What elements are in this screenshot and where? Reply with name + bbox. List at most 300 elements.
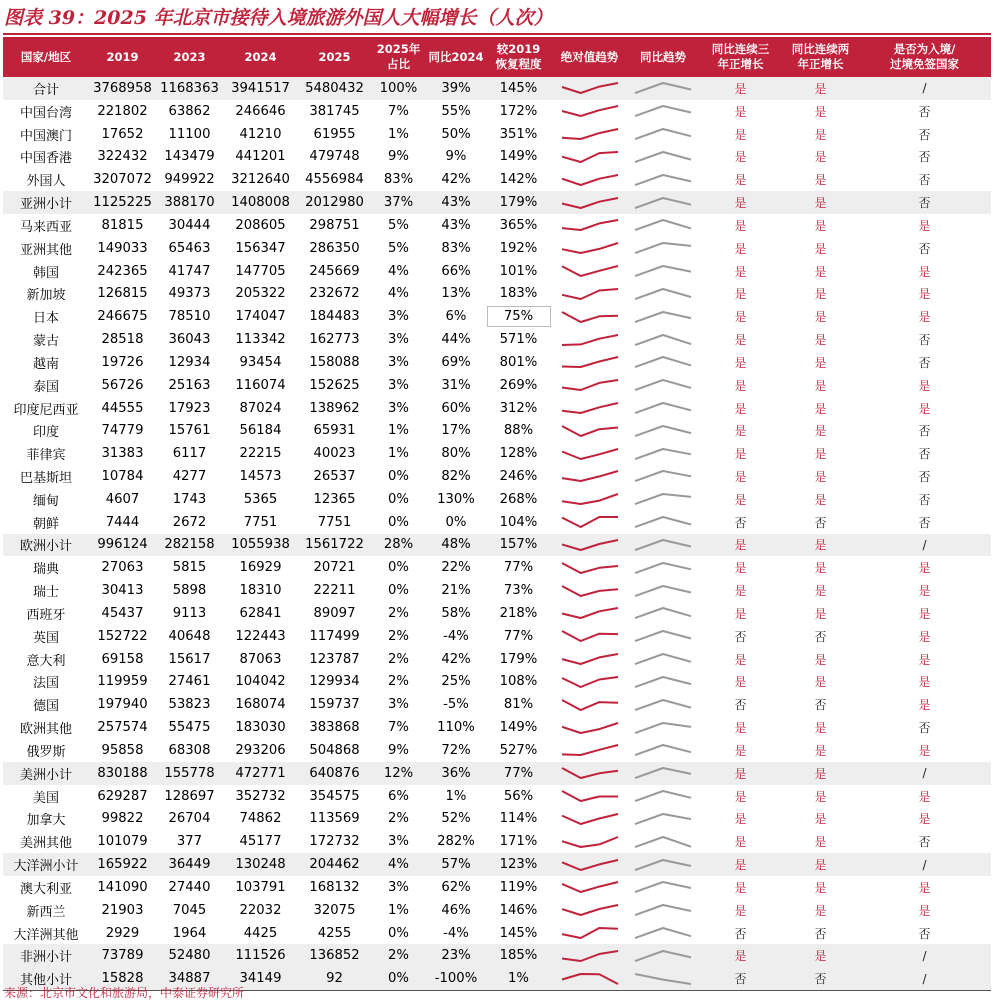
visitors-2023: 52480	[156, 944, 223, 967]
recovery-vs-2019: 365%	[499, 217, 538, 233]
yoy-trend-sparkline	[633, 949, 693, 963]
yoy-trend-sparkline	[633, 858, 693, 872]
yoy-trend-cell	[628, 876, 698, 899]
visitors-2024: 16929	[239, 560, 282, 576]
visitors-2019: 101079	[97, 834, 148, 850]
visitors-2019: 15828	[89, 967, 156, 990]
three-year-growth-flag: 是	[734, 789, 747, 804]
table-row	[3, 419, 991, 442]
recovery-vs-2019: 192%	[499, 240, 538, 256]
yoy-trend-sparkline	[633, 447, 693, 461]
abs-trend-sparkline	[560, 355, 620, 369]
visitors-2024: 205322	[235, 286, 286, 302]
table-row	[3, 534, 991, 557]
yoy-2024: 42%	[441, 172, 471, 188]
three-year-growth-flag: 否	[734, 515, 747, 530]
visitors-2025: 504868	[309, 742, 360, 758]
yoy-trend-cell	[628, 671, 698, 694]
table-row	[3, 305, 991, 328]
share-2025: 7%	[388, 103, 409, 119]
yoy-trend-sparkline	[633, 721, 693, 735]
abs-trend-sparkline-line	[562, 106, 618, 116]
abs-trend-sparkline-line	[562, 449, 618, 459]
visa-free-flag: 否	[918, 469, 931, 484]
recovery-vs-2019: 81%	[503, 697, 534, 713]
visa-free-flag: 是	[918, 287, 931, 302]
abs-trend-cell	[551, 739, 628, 762]
table-row	[3, 511, 991, 534]
yoy-trend-sparkline	[633, 789, 693, 803]
abs-trend-sparkline	[560, 378, 620, 392]
abs-trend-sparkline	[560, 766, 620, 780]
recovery-vs-2019: 1%	[486, 967, 551, 990]
visitors-2023: 11100	[168, 126, 211, 142]
two-year-growth-flag: 是	[814, 789, 827, 804]
abs-trend-sparkline	[560, 561, 620, 575]
visitors-2019: 10784	[101, 468, 144, 484]
recovery-vs-2019: 801%	[499, 354, 538, 370]
yoy-2024: 23%	[426, 944, 486, 967]
abs-trend-sparkline	[560, 789, 620, 803]
abs-trend-sparkline	[560, 538, 620, 552]
visitors-2025: 232672	[309, 286, 360, 302]
recovery-vs-2019: 183%	[499, 286, 538, 302]
three-year-growth-flag: 是	[734, 150, 747, 165]
col-header-yoy-trend: 同比趋势	[628, 37, 698, 77]
yoy-trend-cell	[628, 305, 698, 328]
abs-trend-sparkline-line	[562, 83, 618, 93]
abs-trend-sparkline-line	[562, 951, 618, 961]
table-row	[3, 693, 991, 716]
source-note: 来源：北京市文化和旅游局，中泰证券研究所	[4, 986, 245, 1000]
yoy-trend-cell	[628, 442, 698, 465]
three-year-growth-flag: 是	[734, 469, 747, 484]
visitors-2024: 472771	[223, 762, 298, 785]
visitors-2023: 40648	[168, 628, 211, 644]
yoy-trend-cell	[628, 123, 698, 146]
abs-trend-cell	[551, 899, 628, 922]
visa-free-flag: 否	[858, 191, 991, 214]
yoy-trend-sparkline-line	[635, 654, 691, 664]
recovery-vs-2019: 185%	[486, 944, 551, 967]
visitors-2024: 122443	[235, 628, 286, 644]
abs-trend-sparkline	[560, 515, 620, 529]
share-2025: 1%	[388, 423, 409, 439]
recovery-vs-2019: 172%	[499, 103, 538, 119]
yoy-2024: 66%	[441, 263, 471, 279]
recovery-vs-2019: 171%	[499, 834, 538, 850]
three-year-growth-flag: 是	[698, 853, 783, 876]
region-name: 俄罗斯	[26, 744, 66, 760]
abs-trend-sparkline-line	[562, 654, 618, 664]
yoy-trend-sparkline-line	[635, 243, 691, 253]
yoy-trend-sparkline-line	[635, 563, 691, 573]
yoy-2024: 9%	[445, 149, 467, 165]
share-2025: 28%	[371, 534, 426, 557]
three-year-growth-flag: 是	[698, 191, 783, 214]
yoy-trend-cell	[628, 419, 698, 442]
visitors-2023: 1168363	[156, 77, 223, 100]
yoy-trend-sparkline	[633, 880, 693, 894]
yoy-trend-sparkline-line	[635, 677, 691, 687]
table-row	[3, 123, 991, 146]
visitors-2025: 7751	[317, 514, 352, 530]
abs-trend-sparkline-line	[562, 745, 618, 755]
three-year-growth-flag: 是	[734, 424, 747, 439]
table-row	[3, 328, 991, 351]
table-row	[3, 168, 991, 191]
yoy-trend-sparkline-line	[635, 631, 691, 641]
two-year-growth-flag: 是	[814, 241, 827, 256]
table-row	[3, 465, 991, 488]
table-row	[3, 191, 991, 214]
abs-trend-cell	[551, 260, 628, 283]
region-name: 韩国	[32, 265, 59, 281]
abs-trend-cell	[551, 511, 628, 534]
visitors-2019: 3768958	[89, 77, 156, 100]
abs-trend-sparkline-line	[562, 198, 618, 208]
table-row	[3, 648, 991, 671]
visa-free-flag: /	[858, 853, 991, 876]
two-year-growth-flag: 是	[783, 191, 858, 214]
region-name: 瑞士	[32, 585, 59, 601]
region-name: 美洲其他	[19, 836, 72, 852]
visitors-2025: 298751	[309, 217, 360, 233]
yoy-2024: 42%	[441, 651, 471, 667]
abs-trend-sparkline-line	[562, 974, 618, 984]
abs-trend-cell	[551, 465, 628, 488]
three-year-growth-flag: 是	[734, 835, 747, 850]
two-year-growth-flag: 是	[814, 584, 827, 599]
abs-trend-sparkline-line	[562, 220, 618, 230]
yoy-trend-sparkline	[633, 424, 693, 438]
recovery-vs-2019: 527%	[499, 742, 538, 758]
visitors-2023: 12934	[168, 354, 211, 370]
three-year-growth-flag: 是	[734, 606, 747, 621]
yoy-trend-sparkline-line	[635, 928, 691, 938]
visitors-2019: 165922	[89, 853, 156, 876]
abs-trend-sparkline	[560, 104, 620, 118]
abs-trend-cell	[551, 853, 628, 876]
visa-free-flag: 是	[918, 652, 931, 667]
yoy-2024: 43%	[426, 191, 486, 214]
share-2025: 1%	[388, 126, 409, 142]
visitors-2025: 159737	[309, 697, 360, 713]
two-year-growth-flag: 是	[814, 218, 827, 233]
region-name: 亚洲小计	[3, 191, 89, 214]
region-name: 欧洲其他	[19, 722, 72, 738]
abs-trend-sparkline	[560, 287, 620, 301]
visitors-2023: 36449	[156, 853, 223, 876]
visitors-2023: 30444	[168, 217, 211, 233]
visitors-2023: 26704	[168, 811, 211, 827]
abs-trend-sparkline	[560, 81, 620, 95]
yoy-trend-sparkline-line	[635, 83, 691, 93]
visitors-2024: 168074	[235, 697, 286, 713]
visitors-2023: 15761	[168, 423, 211, 439]
visitors-2025: 168132	[309, 879, 360, 895]
yoy-trend-sparkline	[633, 241, 693, 255]
three-year-growth-flag: 是	[734, 333, 747, 348]
share-2025: 83%	[383, 172, 414, 188]
visitors-2019: 830188	[89, 762, 156, 785]
abs-trend-cell	[551, 305, 628, 328]
recovery-vs-2019: 157%	[486, 534, 551, 557]
yoy-trend-sparkline	[633, 401, 693, 415]
share-2025: 7%	[388, 720, 409, 736]
two-year-growth-flag: 是	[814, 173, 827, 188]
visitors-2025: 5480432	[298, 77, 371, 100]
yoy-trend-sparkline	[633, 926, 693, 940]
col-header-share-2025: 2025年 占比	[371, 37, 426, 77]
visitors-2025: 89097	[313, 605, 356, 621]
abs-trend-sparkline	[560, 173, 620, 187]
visitors-2023: 55475	[168, 720, 211, 736]
abs-trend-sparkline	[560, 150, 620, 164]
col-header-y2023: 2023	[156, 37, 223, 77]
yoy-2024: 13%	[441, 286, 471, 302]
visa-free-flag: 否	[918, 926, 931, 941]
share-2025: 100%	[371, 77, 426, 100]
header-row	[3, 37, 991, 77]
visa-free-flag: /	[858, 967, 991, 990]
abs-trend-cell	[551, 785, 628, 808]
abs-trend-cell	[551, 922, 628, 945]
visa-free-flag: /	[858, 77, 991, 100]
yoy-trend-sparkline-line	[635, 152, 691, 162]
two-year-growth-flag: 是	[814, 355, 827, 370]
share-2025: 3%	[388, 332, 409, 348]
visitors-2024: 130248	[223, 853, 298, 876]
visitors-2024: 111526	[223, 944, 298, 967]
two-year-growth-flag: 是	[814, 150, 827, 165]
visitors-2025: 158088	[309, 354, 360, 370]
abs-trend-sparkline	[560, 743, 620, 757]
visa-free-flag: 是	[918, 584, 931, 599]
three-year-growth-flag: 是	[734, 127, 747, 142]
yoy-trend-sparkline-line	[635, 745, 691, 755]
visitors-2019: 4607	[105, 491, 140, 507]
abs-trend-sparkline	[560, 310, 620, 324]
yoy-trend-sparkline-line	[635, 426, 691, 436]
abs-trend-sparkline	[560, 698, 620, 712]
table-row	[3, 830, 991, 853]
three-year-growth-flag: 是	[734, 241, 747, 256]
two-year-growth-flag: 是	[814, 812, 827, 827]
yoy-2024: 52%	[441, 811, 471, 827]
table-row	[3, 214, 991, 237]
yoy-2024: 6%	[445, 309, 467, 325]
yoy-trend-cell	[628, 465, 698, 488]
visitors-2024: 208605	[235, 217, 286, 233]
two-year-growth-flag: 是	[814, 469, 827, 484]
abs-trend-cell	[551, 214, 628, 237]
visitors-2025: 1561722	[298, 534, 371, 557]
visitors-2019: 221802	[97, 103, 148, 119]
yoy-2024: -100%	[426, 967, 486, 990]
yoy-trend-sparkline-line	[635, 403, 691, 413]
two-year-growth-flag: 是	[814, 675, 827, 690]
visitors-2024: 441201	[235, 149, 286, 165]
table-row	[3, 899, 991, 922]
abs-trend-sparkline	[560, 835, 620, 849]
visitors-2019: 1125225	[89, 191, 156, 214]
visitors-2023: 25163	[168, 377, 211, 393]
col-header-visa-free: 是否为入境/ 过境免签国家	[858, 37, 991, 77]
table-row	[3, 556, 991, 579]
table-row	[3, 853, 991, 876]
visitors-2025: 204462	[298, 853, 371, 876]
abs-trend-cell	[551, 625, 628, 648]
abs-trend-cell	[551, 374, 628, 397]
visa-free-flag: 是	[918, 401, 931, 416]
two-year-growth-flag: 是	[814, 721, 827, 736]
visitors-2019: 21903	[101, 902, 144, 918]
yoy-2024: 80%	[441, 446, 471, 462]
yoy-2024: 69%	[441, 354, 471, 370]
visitors-2019: 629287	[97, 788, 148, 804]
visitors-2019: 3207072	[93, 172, 152, 188]
visitors-2023: 34887	[156, 967, 223, 990]
abs-trend-sparkline-line	[562, 289, 618, 299]
visitors-2019: 242365	[97, 263, 148, 279]
yoy-trend-sparkline-line	[635, 951, 691, 961]
table-row	[3, 488, 991, 511]
region-name: 美洲小计	[3, 762, 89, 785]
visitors-2019: 2929	[105, 925, 140, 941]
yoy-trend-sparkline	[633, 606, 693, 620]
table-row	[3, 351, 991, 374]
yoy-trend-cell	[628, 922, 698, 945]
three-year-growth-flag: 是	[734, 492, 747, 507]
yoy-trend-cell	[628, 648, 698, 671]
visa-free-flag: 否	[918, 492, 931, 507]
share-2025: 2%	[388, 651, 409, 667]
table-row	[3, 922, 991, 945]
yoy-2024: 0%	[445, 514, 467, 530]
abs-trend-sparkline	[560, 264, 620, 278]
visitors-2024: 56184	[239, 423, 282, 439]
table-row	[3, 237, 991, 260]
visitors-2023: 27461	[168, 674, 211, 690]
yoy-2024: 130%	[437, 491, 475, 507]
three-year-growth-flag: 是	[734, 310, 747, 325]
yoy-trend-sparkline	[633, 310, 693, 324]
recovery-vs-2019: 56%	[503, 788, 534, 804]
yoy-2024: 55%	[441, 103, 471, 119]
table-row	[3, 282, 991, 305]
visitors-2024: 104042	[235, 674, 286, 690]
three-year-growth-flag: 是	[734, 287, 747, 302]
three-year-growth-flag: 否	[734, 926, 747, 941]
visa-free-flag: 是	[918, 880, 931, 895]
share-2025: 0%	[388, 468, 409, 484]
visitors-2024: 14573	[239, 468, 282, 484]
yoy-trend-cell	[628, 328, 698, 351]
table-row	[3, 876, 991, 899]
visa-free-flag: 否	[918, 173, 931, 188]
abs-trend-sparkline	[560, 127, 620, 141]
two-year-growth-flag: 是	[814, 424, 827, 439]
visitors-2025: 4255	[317, 925, 352, 941]
col-header-y2025: 2025	[298, 37, 371, 77]
yoy-trend-cell	[628, 351, 698, 374]
visitors-2019: 44555	[101, 400, 144, 416]
abs-trend-sparkline-line	[562, 905, 618, 915]
visitors-2019: 7444	[105, 514, 140, 530]
recovery-vs-2019: 108%	[499, 674, 538, 690]
yoy-trend-cell	[628, 282, 698, 305]
three-year-growth-flag: 是	[734, 218, 747, 233]
visitors-2023: 949922	[164, 172, 215, 188]
abs-trend-sparkline-line	[562, 723, 618, 733]
table-row	[3, 100, 991, 123]
three-year-growth-flag: 是	[734, 355, 747, 370]
three-year-growth-flag: 是	[734, 584, 747, 599]
visitors-2019: 56726	[101, 377, 144, 393]
abs-trend-sparkline-line	[562, 540, 618, 550]
share-2025: 0%	[388, 491, 409, 507]
share-2025: 2%	[371, 944, 426, 967]
two-year-growth-flag: 否	[814, 629, 827, 644]
visitors-2019: 322432	[97, 149, 148, 165]
visitors-2023: 1743	[172, 491, 207, 507]
yoy-trend-sparkline	[633, 766, 693, 780]
visa-free-flag: 是	[918, 606, 931, 621]
yoy-2024: 25%	[441, 674, 471, 690]
yoy-2024: 83%	[441, 240, 471, 256]
abs-trend-sparkline-line	[562, 700, 618, 710]
two-year-growth-flag: 是	[814, 606, 827, 621]
inbound-tourism-table	[3, 37, 991, 991]
abs-trend-sparkline-line	[562, 471, 618, 481]
two-year-growth-flag: 是	[814, 104, 827, 119]
abs-trend-sparkline	[560, 858, 620, 872]
recovery-vs-2019: 145%	[499, 925, 538, 941]
col-header-y2024: 2024	[223, 37, 298, 77]
yoy-trend-sparkline	[633, 515, 693, 529]
visa-free-flag: 是	[918, 310, 931, 325]
share-2025: 6%	[388, 788, 409, 804]
region-name: 印度	[32, 425, 59, 441]
table-row	[3, 739, 991, 762]
abs-trend-sparkline-line	[562, 928, 618, 938]
visitors-2025: 65931	[313, 423, 356, 439]
visitors-2025: 383868	[309, 720, 360, 736]
abs-trend-cell	[551, 123, 628, 146]
abs-trend-sparkline	[560, 241, 620, 255]
visitors-2024: 87024	[239, 400, 282, 416]
yoy-trend-cell	[628, 168, 698, 191]
recovery-vs-2019: 179%	[499, 651, 538, 667]
yoy-trend-sparkline	[633, 173, 693, 187]
visa-free-flag: 否	[918, 241, 931, 256]
visitors-2023: 4277	[172, 468, 207, 484]
share-2025: 4%	[388, 263, 409, 279]
visitors-2025: 20721	[313, 560, 356, 576]
yoy-trend-sparkline	[633, 218, 693, 232]
visitors-2023: 17923	[168, 400, 211, 416]
title-divider	[3, 33, 991, 35]
three-year-growth-flag: 是	[734, 264, 747, 279]
three-year-growth-flag: 是	[734, 652, 747, 667]
visitors-2019: 30413	[101, 583, 144, 599]
two-year-growth-flag: 否	[814, 698, 827, 713]
yoy-2024: 39%	[426, 77, 486, 100]
yoy-trend-cell	[628, 967, 698, 990]
region-name: 意大利	[26, 653, 66, 669]
table-row	[3, 77, 991, 100]
